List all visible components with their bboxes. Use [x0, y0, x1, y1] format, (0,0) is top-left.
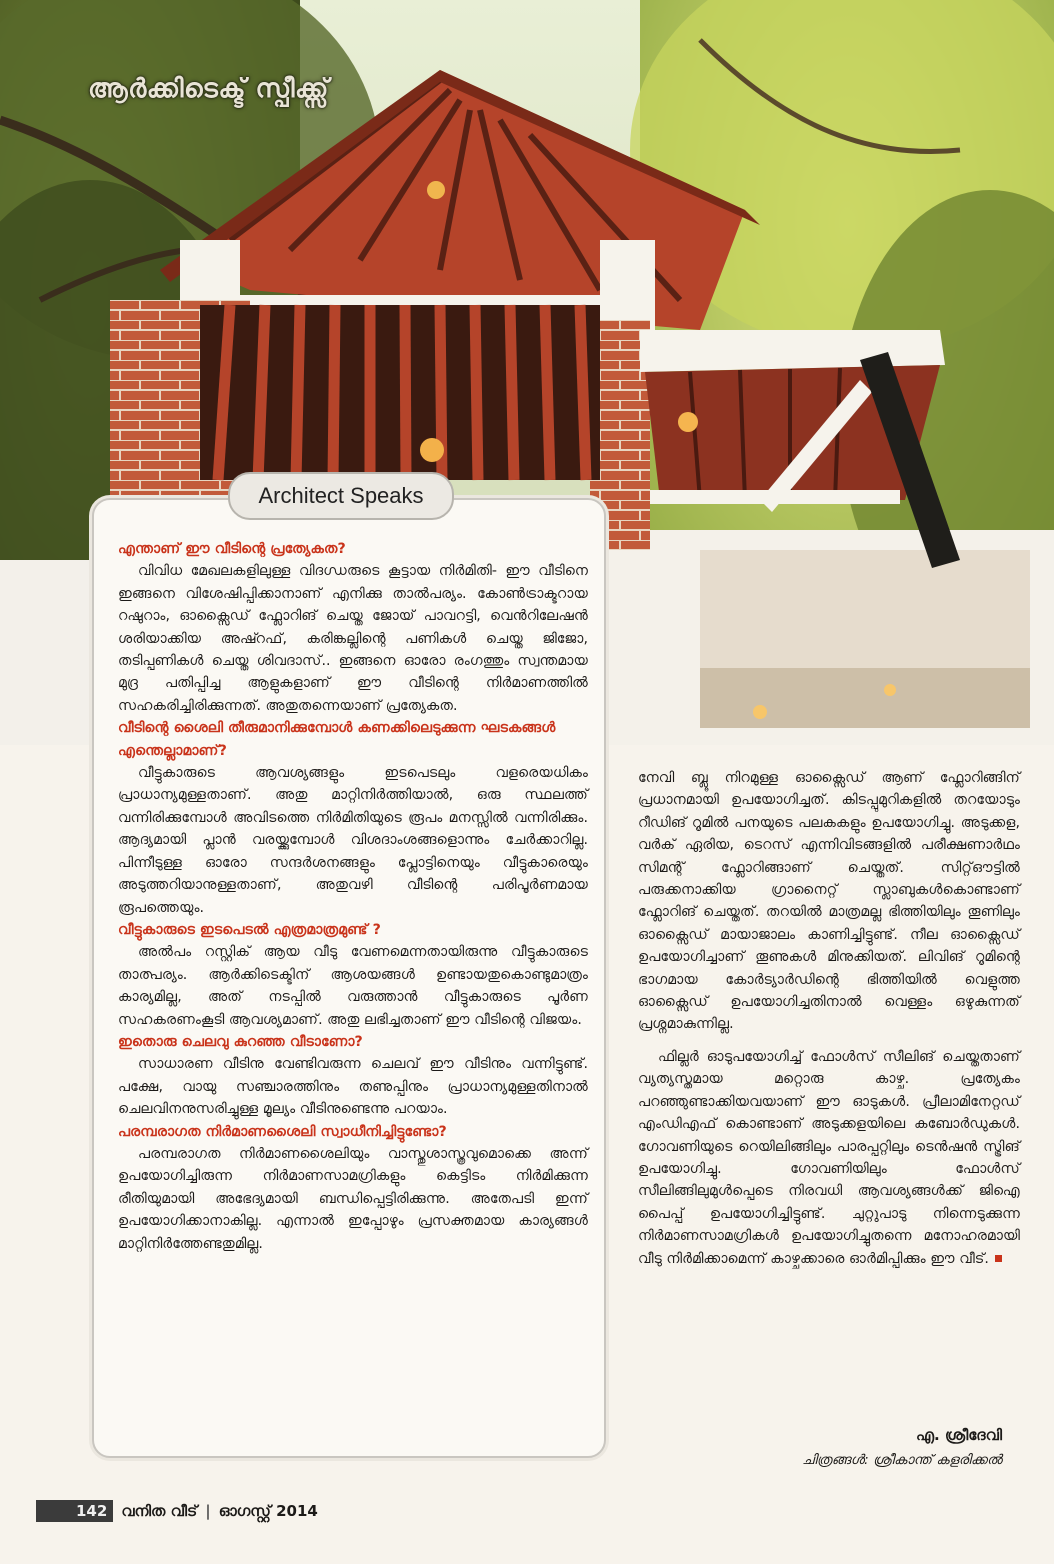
question-1: എന്താണ് ഈ വീടിന്റെ പ്രത്യേകത?	[118, 541, 346, 557]
article-paragraph-2	[638, 1046, 1020, 1270]
answer-5: പരമ്പരാഗത നിർമാണശൈലിയും വാസ്തുശാസ്ത്രവുമൊക്കെ അന്ന് ഉപയോഗിച്ചിരുന്ന നിർമാണസാമഗ്രികളും കെട്ടിടം നിർമിക്കുന്ന രീതിയുമായി അഭേദ്യമായി ബന്ധിപ്പെട്ടിരിക്കുന്നു. അതേപടി ഇന്ന് ഉപയോഗിക്കാനാകില്ല. എന്നാൽ ഇപ്പോഴും പ്രസക്തമായ കാര്യങ്ങൾ മാറ്റിനിർത്തേണ്ടതുമില്ല.	[118, 1145, 588, 1252]
answer-3: അൽപം റസ്റ്റിക് ആയ വീടു വേണമെന്നതായിരുന്നു വീട്ടുകാരുടെ താത്പര്യം. ആർക്കിടെക്ടിന് ആശയങ്ങൾ ഉണ്ടായതുകൊണ്ടുമാത്രം കാര്യമില്ല, അത് നടപ്പിൽ വരുത്താൻ വീട്ടുകാരുടെ പൂർണ സഹകരണംകൂടി ആവശ്യമാണ്. അതു ലഭിച്ചതാണ് ഈ വീടിന്റെ വിജയം.	[118, 944, 588, 1028]
answer-1: വിവിധ മേഖലകളിലുള്ള വിദഗ്ധരുടെ കൂട്ടായ നിർമിതി- ഈ വീടിനെ ഇങ്ങനെ വിശേഷിപ്പിക്കാനാണ് എനിക്കു താൽപര്യം. കോൺട്രാക്ടറായ റഷുറാം, ഓക്സൈഡ് ഫ്ലോറിങ് ചെയ്ത ജോയ് പാവറട്ടി, വെൻറിലേഷൻ ശരിയാക്കിയ അഷ്റഫ്, കരിങ്കല്ലിന്റെ പണികൾ ചെയ്ത ജിജോ, തടിപ്പണികൾ ചെയ്ത ശിവദാസ്.. ഇങ്ങനെ ഓരോ രംഗത്തും സ്വന്തമായ മുദ്ര പതിപ്പിച്ച ആളുകളാണ് ഈ വീടിന്റെ നിർമാണത്തിൽ സഹകരിച്ചിരിക്കുന്നത്. അതുതന്നെയാണ് പ്രത്യേകത.	[118, 563, 588, 714]
question-5: പരമ്പരാഗത നിർമാണശൈലി സ്വാധീനിച്ചിട്ടുണ്ടോ?	[118, 1123, 447, 1140]
answer-2: വീട്ടുകാരുടെ ആവശ്യങ്ങളും ഇടപെടലും വളരെയധികം പ്രാധാന്യമുള്ളതാണ്. അതു മാറ്റിനിർത്തിയാൽ, ഒരു സ്ഥലത്ത് വന്നിരിക്കുമ്പോൾ അവിടത്തെ നിർമിതിയുടെ രൂപം മനസ്സിൽ വന്നിരിക്കും. ആദ്യമായി പ്ലാൻ വരയ്ക്കുമ്പോൾ വിശദാംശങ്ങളൊന്നും ചേർക്കാറില്ല. പിന്നീടുള്ള ഓരോ സന്ദർശനങ്ങളും പ്ലോട്ടിനെയും വീട്ടുകാരെയും അടുത്തറിയാനുള്ളതാണ്, അതുവഴി വീടിന്റെ പരിപൂർണമായ രൂപത്തെയും.	[118, 765, 588, 916]
footer-separator: |	[205, 1502, 211, 1520]
end-mark-icon	[995, 1255, 1002, 1262]
architect-speaks-tab: Architect Speaks	[228, 472, 454, 520]
page-footer	[36, 1500, 318, 1522]
photo-credit: ചിത്രങ്ങൾ: ശ്രീകാന്ത് കളരിക്കൽ	[802, 1452, 1002, 1468]
article-paragraph-1: നേവി ബ്ലൂ നിറമുള്ള ഓക്സൈഡ് ആണ് ഫ്ലോറിങ്ങിന് പ്രധാനമായി ഉപയോഗിച്ചത്. കിടപ്പുമുറികളിൽ തറയോടും റീഡിങ് റൂമിൽ പനയുടെ പലകകളും ഉപയോഗിച്ചു. അടുക്കള, വർക് ഏരിയ, ടെറസ് എന്നിവിടങ്ങളിൽ പരീക്ഷണാർഥം സിമന്റ് ഫ്ലോറിങ്ങാണ് ചെയ്തത്. സിറ്റ്ഔട്ടിൽ പരുക്കനാക്കിയ ഗ്രാനൈറ്റ് സ്ലാബുകൾകൊണ്ടാണ് ഫ്ലോറിങ് ചെയ്തത്. തറയിൽ മാത്രമല്ല ഭിത്തിയിലും തൂണിലും ഓക്സൈഡ് മായാജാലം കാണിച്ചിട്ടുണ്ട്. നീല ഓക്സൈഡ് ഉപയോഗിച്ചാണ് തൂണുകൾ മിനുക്കിയത്. ലിവിങ് റൂമിന്റെ ഭാഗമായ കോർട്യാർഡിന്റെ ഭിത്തിയിൽ വെളുത്ത ഓക്സൈഡ് ഉപയോഗിച്ചതിനാൽ വെള്ളം ഒഴുകുന്നത് പ്രശ്നമാകുന്നില്ല.	[638, 770, 1020, 1033]
interview-body	[118, 538, 588, 1255]
page-number: 142	[36, 1500, 113, 1522]
issue-date: ഓഗസ്റ്റ് 2014	[218, 1502, 318, 1520]
question-2: വീടിന്റെ ശൈലി തീരുമാനിക്കുമ്പോൾ കണക്കിലെടുക്കുന്ന ഘടകങ്ങൾ എന്തെല്ലാമാണ്?	[118, 720, 556, 759]
article-column	[638, 767, 1020, 1270]
magazine-name: വനിത വീട്	[121, 1502, 198, 1520]
article-paragraph-2-text: ഫില്ലർ ഓടുപയോഗിച്ച് ഫോൾസ് സീലിങ് ചെയ്തതാണ് വ്യത്യസ്തമായ മറ്റൊരു കാഴ്ച. പ്രത്യേകം പറഞ്ഞുണ്ടാക്കിയവയാണ് ഈ ഓടുകൾ. പ്രീലാമിനേറ്റഡ് എംഡിഎഫ് കൊണ്ടാണ് അടുക്കളയിലെ കബോർഡുകൾ. ഗോവണിയുടെ റെയിലിങ്ങിലും പാരപ്പറ്റിലും ടെൻഷൻ സ്ട്രിങ് ഉപയോഗിച്ചു. ഗോവണിയിലും ഫോൾസ് സീലിങ്ങിലുമുൾപ്പെടെ നിരവധി ആവശ്യങ്ങൾക്ക് ജിഐ പൈപ്പ് ഉപയോഗിച്ചിട്ടുണ്ട്. ചുറ്റുപാടു നിന്നെടുക്കുന്ന നിർമാണസാമഗ്രികൾ ഉപയോഗിച്ചുതന്നെ മനോഹരമായി വീടു നിർമിക്കാമെന്ന് കാഴ്ചക്കാരെ ഓർമിപ്പിക്കും ഈ വീട്.	[638, 1048, 1020, 1267]
question-3: വീട്ടുകാരുടെ ഇടപെടൽ എത്രമാത്രമുണ്ട് ?	[118, 921, 381, 938]
section-title: ആർക്കിടെക്ട് സ്പീക്ക്സ്	[88, 74, 329, 104]
answer-4: സാധാരണ വീടിനു വേണ്ടിവരുന്ന ചെലവ് ഈ വീടിനും വന്നിട്ടുണ്ട്. പക്ഷേ, വായു സഞ്ചാരത്തിനും തണുപ്പിനും പ്രാധാന്യമുള്ളതിനാൽ ചെലവിനനുസരിച്ചുള്ള മൂല്യം വീടിനുണ്ടെന്നു പറയാം.	[118, 1056, 588, 1118]
author-name: എ. ശ്രീദേവി	[916, 1426, 1002, 1444]
question-4: ഇതൊരു ചെലവു കുറഞ്ഞ വീടാണോ?	[118, 1033, 363, 1050]
